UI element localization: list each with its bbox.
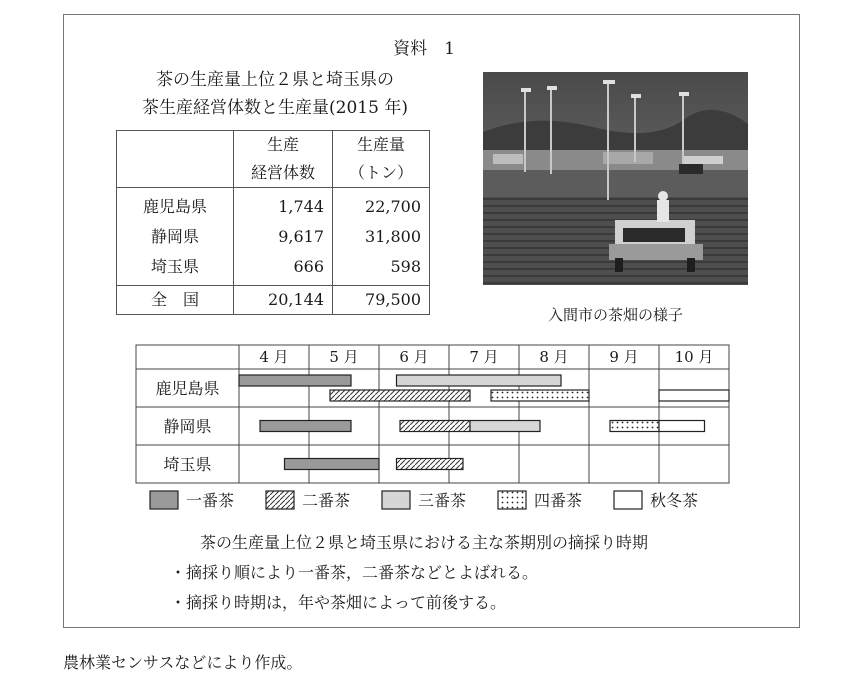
month-label: 4 月 [259, 348, 289, 366]
harvest-bar-second [330, 390, 470, 401]
row-production: 598 [333, 252, 430, 286]
harvest-bar-third [397, 375, 562, 386]
total-businesses: 20,144 [234, 286, 333, 315]
harvest-bar-fourth [610, 421, 659, 432]
month-label: 10 月 [674, 348, 714, 366]
header-production-line1: 生産量 [356, 135, 405, 154]
month-label: 6 月 [399, 348, 429, 366]
row-production: 22,700 [333, 188, 430, 223]
legend-swatch-second [266, 491, 294, 509]
header-businesses-line2: 経営体数 [250, 163, 315, 182]
prefecture-label: 鹿児島県 [155, 379, 220, 398]
prefecture-label: 静岡県 [163, 417, 212, 436]
total-name: 全 国 [117, 286, 234, 315]
row-name: 鹿児島県 [117, 188, 234, 223]
harvest-bar-autumn [659, 390, 729, 401]
month-label: 8 月 [539, 348, 569, 366]
note-line: ・摘採り時期は，年や茶畑によって前後する。 [170, 593, 507, 612]
harvest-bar-second [400, 421, 470, 432]
legend-swatch-third [382, 491, 410, 509]
row-businesses: 1,744 [234, 188, 333, 223]
month-label: 7 月 [469, 348, 499, 366]
legend-swatch-fourth [498, 491, 526, 509]
chart-bars [239, 375, 729, 470]
harvest-bar-first [260, 421, 351, 432]
note-line: ・摘採り順により一番茶，二番茶などとよばれる。 [170, 563, 539, 582]
legend-swatch-first [150, 491, 178, 509]
row-name: 静岡県 [117, 222, 234, 252]
photo-caption: 入間市の茶畑の様子 [547, 306, 683, 324]
harvest-bar-first [285, 459, 380, 470]
legend-label: 二番茶 [302, 491, 351, 510]
table-caption-line1: 茶の生産量上位２県と埼玉県の [156, 70, 394, 90]
header-businesses-line1: 生産 [266, 135, 299, 154]
month-label: 9 月 [609, 348, 639, 366]
harvest-bar-second [397, 459, 464, 470]
harvest-bar-third [470, 421, 540, 432]
row-businesses: 666 [234, 252, 333, 286]
material-title: 資料 1 [393, 39, 455, 59]
chart-title: 茶の生産量上位２県と埼玉県における主な茶期別の摘採り時期 [199, 533, 648, 552]
harvest-bar-fourth [491, 390, 589, 401]
row-name: 埼玉県 [117, 252, 234, 286]
row-production: 31,800 [333, 222, 430, 252]
harvest-bar-autumn [659, 421, 705, 432]
chart-legend [150, 491, 698, 510]
legend-label: 三番茶 [418, 491, 467, 510]
source-note: 農林業センサスなどにより作成。 [63, 653, 303, 672]
header-production-line2: （トン） [348, 163, 413, 182]
legend-label: 一番茶 [186, 491, 235, 510]
legend-label: 秋冬茶 [650, 491, 699, 510]
table-caption-line2: 茶生産経営体数と生産量(2015 年) [142, 98, 408, 118]
row-businesses: 9,617 [234, 222, 333, 252]
prefecture-label: 埼玉県 [163, 455, 212, 474]
harvest-bar-first [239, 375, 351, 386]
month-label: 5 月 [329, 348, 359, 366]
legend-swatch-autumn [614, 491, 642, 509]
legend-label: 四番茶 [534, 491, 583, 510]
total-production: 79,500 [333, 286, 430, 315]
